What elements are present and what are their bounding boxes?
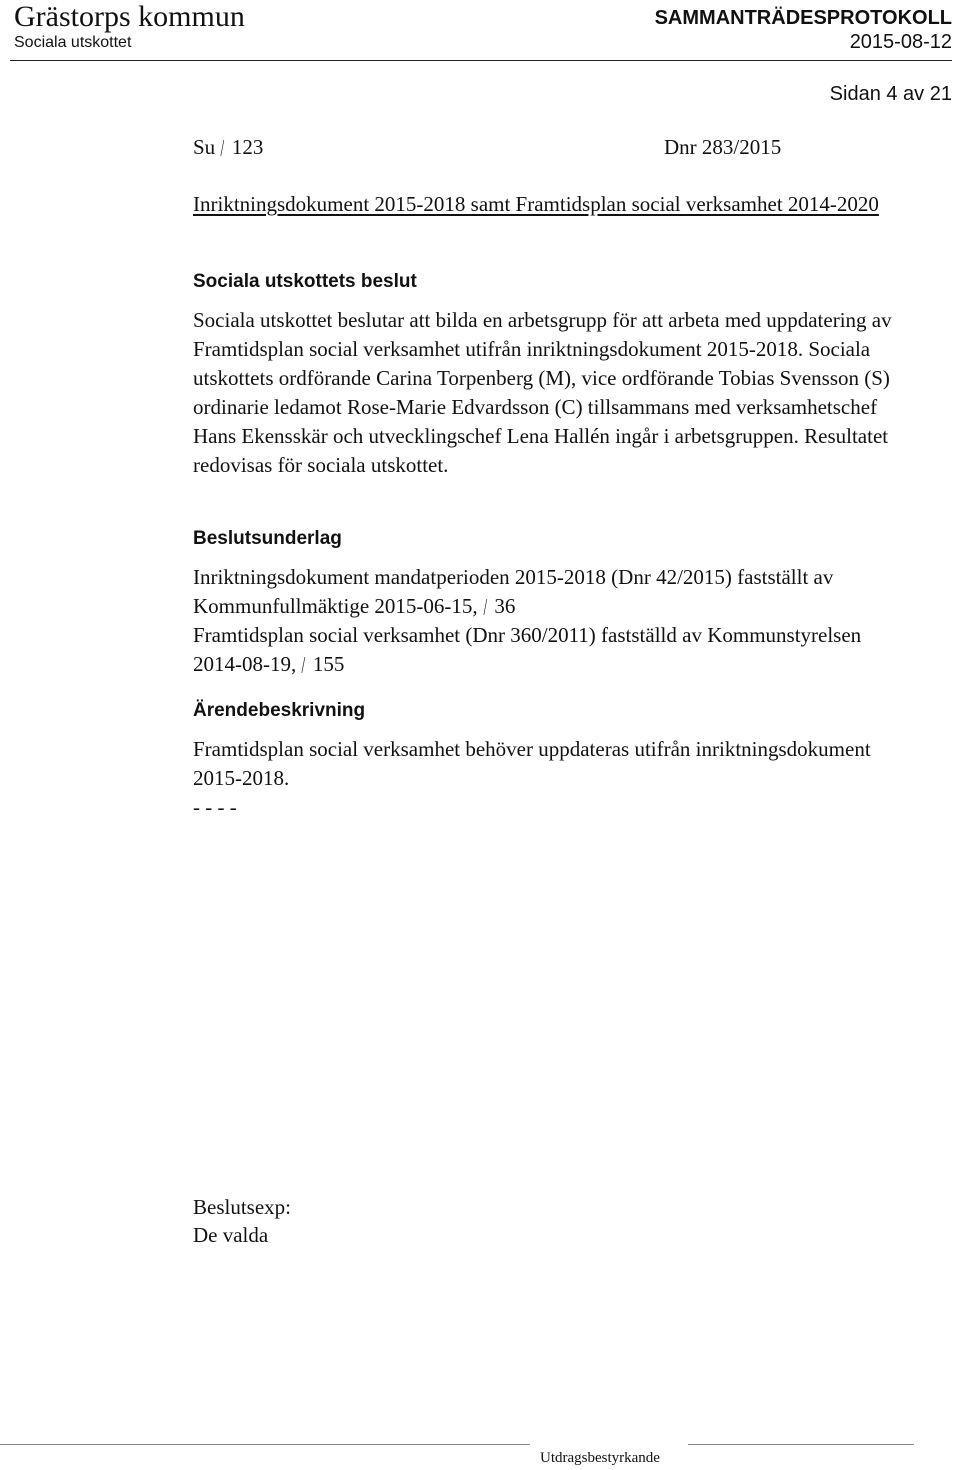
organization-name: Grästorps kommun <box>14 0 245 33</box>
description-text: Framtidsplan social verksamhet behöver uppdateras utifrån inriktningsdokument 2015-2018. <box>193 737 871 790</box>
basis-item-1-text: Inriktningsdokument mandatperioden 2015-2018 (Dnr 42/2015) fastställt av Kommunfullmäktige 2015-06-15, <box>193 565 834 618</box>
section-sign-icon: / <box>301 653 306 679</box>
header-divider <box>10 60 952 61</box>
meeting-date: 2015-08-12 <box>849 31 952 53</box>
basis-item-2 <box>193 621 898 679</box>
committee-name: Sociala utskottet <box>14 34 132 51</box>
decision-text: Sociala utskottet beslutar att bilda en arbetsgrupp för att arbeta med uppdatering av Framtidsplan social verksamhet utifrån inriktningsdokument 2015-2018. Sociala utskottets ordförande Carina Torpenberg (M), vice ordförande Tobias Svensson (S) ordinarie ledamot Rose-Marie Edvardsson (C) tillsammans med verksamhetschef Hans Ekensskär och utvecklingschef Lena Hallén ingår i arbetsgruppen. Resultatet redovisas för sociala utskottet. <box>193 308 892 477</box>
section-sign-icon: / <box>220 136 225 162</box>
paragraph-number <box>193 133 263 161</box>
basis-item-2-text: Framtidsplan social verksamhet (Dnr 360/2011) fastställd av Kommunstyrelsen 2014-08-19, <box>193 623 862 676</box>
paragraph-value: 123 <box>231 135 264 159</box>
basis-item-1 <box>193 563 898 621</box>
basis-item-2-ref: 155 <box>312 652 345 676</box>
section-sign-icon: / <box>483 595 487 621</box>
footer-divider-left <box>0 1444 530 1445</box>
description-heading: Ärendebeskrivning <box>193 700 366 721</box>
diary-number: Dnr 283/2015 <box>664 135 782 159</box>
paragraph-prefix: Su <box>193 135 216 159</box>
end-marker: - - - - <box>193 795 237 819</box>
basis-heading: Beslutsunderlag <box>193 528 342 549</box>
document-type: SAMMANTRÄDESPROTOKOLL <box>654 7 952 29</box>
item-title: Inriktningsdokument 2015-2018 samt Framtidsplan social verksamhet 2014-2020 <box>193 192 879 216</box>
page-number: Sidan 4 av 21 <box>829 83 952 105</box>
decision-heading: Sociala utskottets beslut <box>193 271 417 292</box>
basis-item-1-ref: 36 <box>494 594 516 618</box>
footer-divider-right <box>688 1444 914 1445</box>
distribution-label: Beslutsexp: <box>193 1195 291 1219</box>
certification-label: Utdragsbestyrkande <box>540 1450 660 1466</box>
distribution-recipients: De valda <box>193 1223 269 1247</box>
